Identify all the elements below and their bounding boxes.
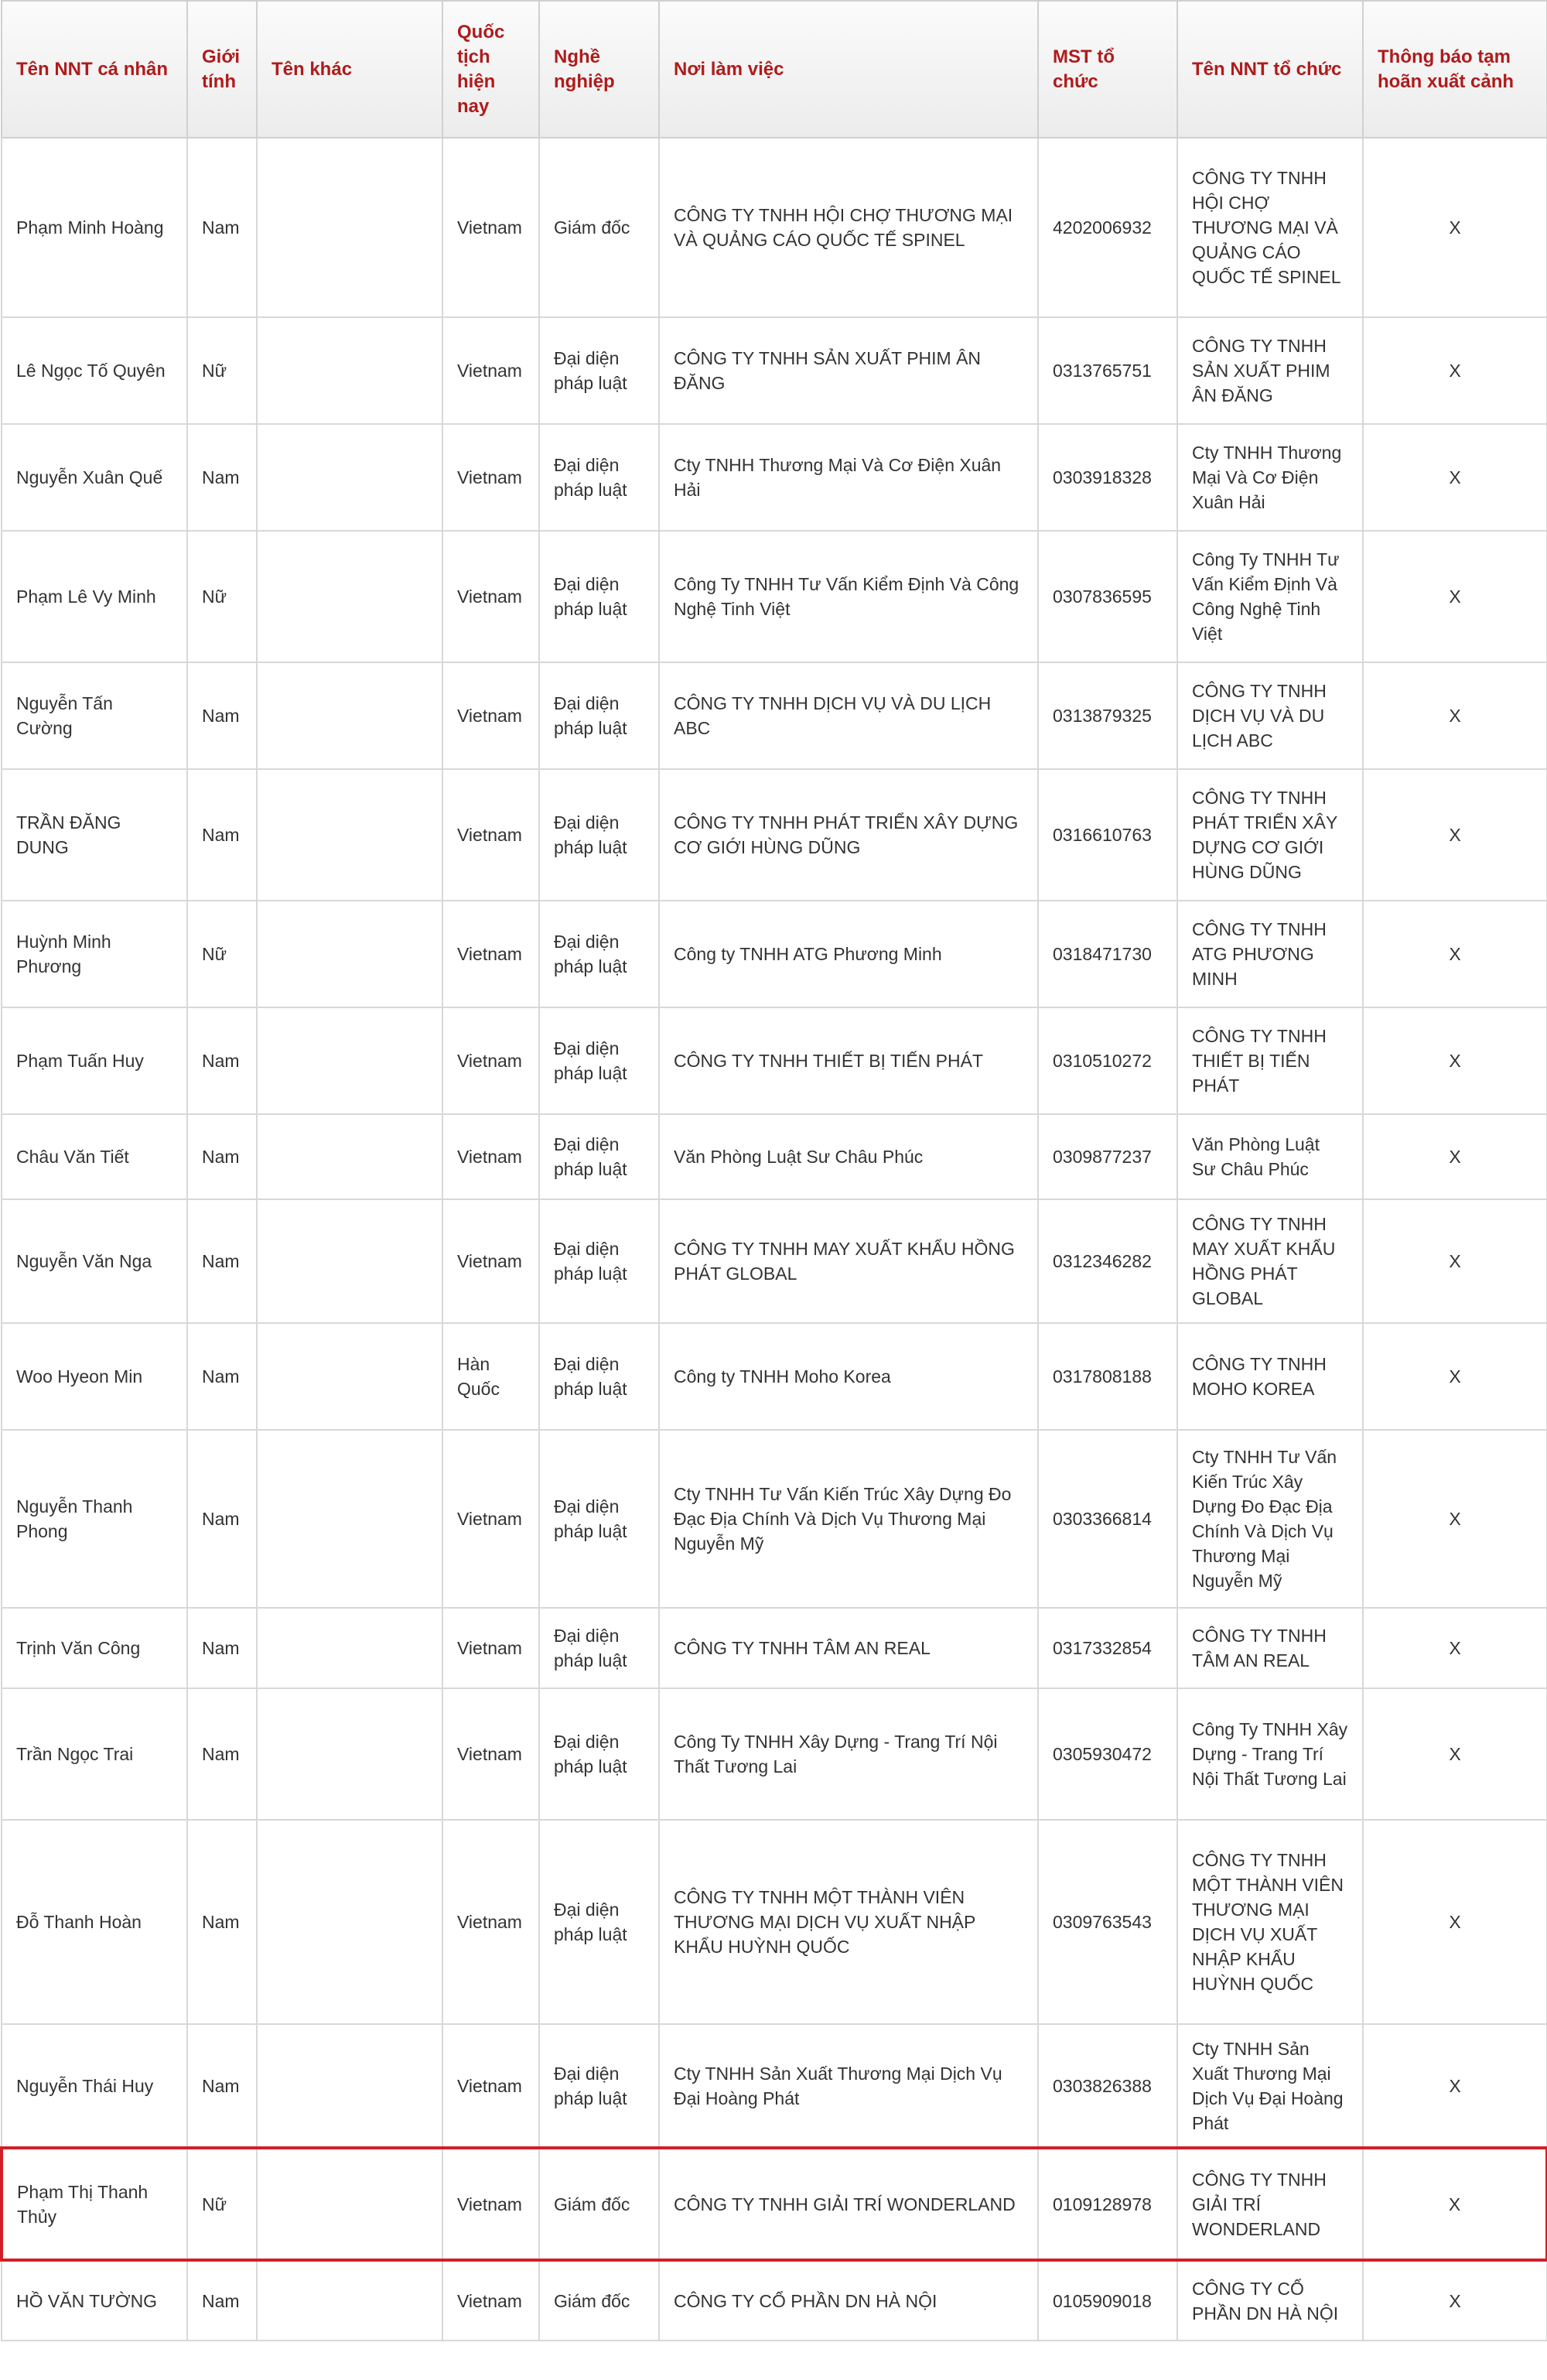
org-name-cell: Công Ty TNHH Tư Vấn Kiểm Định Và Công Nghệ Tinh Việt [1177, 531, 1363, 662]
person-name-cell: Trần Ngọc Trai [2, 1688, 187, 1820]
workplace-cell: CÔNG TY TNHH DỊCH VỤ VÀ DU LỊCH ABC [659, 662, 1038, 769]
header-exit-notice: Thông báo tạm hoãn xuất cảnh [1363, 1, 1547, 138]
exit-notice-cell: X [1363, 1608, 1547, 1688]
table-row [2, 1608, 1547, 1688]
workplace-cell: CÔNG TY TNHH HỘI CHỢ THƯƠNG MẠI VÀ QUẢNG CÁO QUỐC TẾ SPINEL [659, 138, 1038, 317]
workplace-cell: Văn Phòng Luật Sư Châu Phúc [659, 1114, 1038, 1199]
person-name-cell: Phạm Minh Hoàng [2, 138, 187, 317]
workplace-cell: Cty TNHH Sản Xuất Thương Mại Dịch Vụ Đại Hoàng Phát [659, 2024, 1038, 2148]
nationality-cell: Vietnam [442, 138, 539, 317]
table-row [2, 1688, 1547, 1820]
table-row [2, 2260, 1547, 2341]
gender-cell: Nữ [187, 2148, 257, 2260]
org-tax-id-cell: 0313765751 [1038, 317, 1177, 424]
person-name-cell: Phạm Tuấn Huy [2, 1007, 187, 1114]
occupation-cell: Đại diện pháp luật [539, 1007, 659, 1114]
gender-cell: Nữ [187, 901, 257, 1007]
other-name-cell [257, 901, 442, 1007]
org-tax-id-cell: 0303918328 [1038, 424, 1177, 531]
table-row [2, 2148, 1547, 2260]
table-row [2, 1323, 1547, 1430]
gender-cell: Nam [187, 769, 257, 901]
table-row [2, 2024, 1547, 2148]
exit-notice-cell: X [1363, 1323, 1547, 1430]
org-tax-id-cell: 0317808188 [1038, 1323, 1177, 1430]
exit-notice-cell: X [1363, 424, 1547, 531]
other-name-cell [257, 662, 442, 769]
workplace-cell: Công Ty TNHH Xây Dựng - Trang Trí Nội Thất Tương Lai [659, 1688, 1038, 1820]
occupation-cell: Đại diện pháp luật [539, 1323, 659, 1430]
workplace-cell: CÔNG TY TNHH PHÁT TRIỂN XÂY DỰNG CƠ GIỚI HÙNG DŨNG [659, 769, 1038, 901]
gender-cell: Nam [187, 2260, 257, 2341]
exit-notice-cell: X [1363, 2024, 1547, 2148]
org-name-cell: CÔNG TY TNHH MOHO KOREA [1177, 1323, 1363, 1430]
org-tax-id-cell: 0313879325 [1038, 662, 1177, 769]
org-tax-id-cell: 0309763543 [1038, 1820, 1177, 2024]
person-name-cell: Lê Ngọc Tố Quyên [2, 317, 187, 424]
person-name-cell: Woo Hyeon Min [2, 1323, 187, 1430]
header-occupation: Nghề nghiệp [539, 1, 659, 138]
org-name-cell: CÔNG TY CỔ PHẦN DN HÀ NỘI [1177, 2260, 1363, 2341]
other-name-cell [257, 769, 442, 901]
nationality-cell: Vietnam [442, 901, 539, 1007]
occupation-cell: Đại diện pháp luật [539, 1430, 659, 1608]
org-tax-id-cell: 4202006932 [1038, 138, 1177, 317]
person-name-cell: Nguyễn Thanh Phong [2, 1430, 187, 1608]
org-name-cell: CÔNG TY TNHH PHÁT TRIỂN XÂY DỰNG CƠ GIỚI HÙNG DŨNG [1177, 769, 1363, 901]
occupation-cell: Đại diện pháp luật [539, 2024, 659, 2148]
exit-notice-cell: X [1363, 1199, 1547, 1323]
gender-cell: Nam [187, 1007, 257, 1114]
person-name-cell: Đỗ Thanh Hoàn [2, 1820, 187, 2024]
occupation-cell: Đại diện pháp luật [539, 1820, 659, 2024]
occupation-cell: Đại diện pháp luật [539, 662, 659, 769]
workplace-cell: CÔNG TY TNHH THIẾT BỊ TIẾN PHÁT [659, 1007, 1038, 1114]
exit-notice-cell: X [1363, 1430, 1547, 1608]
table-body [2, 138, 1547, 2341]
org-name-cell: CÔNG TY TNHH MAY XUẤT KHẨU HỒNG PHÁT GLOBAL [1177, 1199, 1363, 1323]
person-name-cell: Phạm Thị Thanh Thủy [2, 2148, 187, 2260]
table-row [2, 138, 1547, 317]
exit-notice-cell: X [1363, 769, 1547, 901]
org-tax-id-cell: 0305930472 [1038, 1688, 1177, 1820]
table-row [2, 1114, 1547, 1199]
nationality-cell: Vietnam [442, 531, 539, 662]
nationality-cell: Vietnam [442, 662, 539, 769]
org-name-cell: CÔNG TY TNHH TÂM AN REAL [1177, 1608, 1363, 1688]
header-org-name: Tên NNT tổ chức [1177, 1, 1363, 138]
org-name-cell: CÔNG TY TNHH HỘI CHỢ THƯƠNG MẠI VÀ QUẢNG CÁO QUỐC TẾ SPINEL [1177, 138, 1363, 317]
org-tax-id-cell: 0316610763 [1038, 769, 1177, 901]
nationality-cell: Vietnam [442, 1688, 539, 1820]
nationality-cell: Vietnam [442, 1608, 539, 1688]
other-name-cell [257, 2148, 442, 2260]
gender-cell: Nam [187, 424, 257, 531]
occupation-cell: Đại diện pháp luật [539, 1199, 659, 1323]
workplace-cell: Công ty TNHH Moho Korea [659, 1323, 1038, 1430]
exit-notice-cell: X [1363, 901, 1547, 1007]
occupation-cell: Đại diện pháp luật [539, 1608, 659, 1688]
gender-cell: Nữ [187, 531, 257, 662]
exit-notice-cell: X [1363, 662, 1547, 769]
header-gender: Giới tính [187, 1, 257, 138]
person-name-cell: Nguyễn Xuân Quế [2, 424, 187, 531]
header-org-tax-id: MST tổ chức [1038, 1, 1177, 138]
exit-notice-cell: X [1363, 1007, 1547, 1114]
workplace-cell: CÔNG TY TNHH MAY XUẤT KHẨU HỒNG PHÁT GLOBAL [659, 1199, 1038, 1323]
gender-cell: Nam [187, 138, 257, 317]
other-name-cell [257, 317, 442, 424]
org-tax-id-cell: 0109128978 [1038, 2148, 1177, 2260]
org-name-cell: CÔNG TY TNHH DỊCH VỤ VÀ DU LỊCH ABC [1177, 662, 1363, 769]
header-name: Tên NNT cá nhân [2, 1, 187, 138]
person-name-cell: Nguyễn Tấn Cường [2, 662, 187, 769]
other-name-cell [257, 1820, 442, 2024]
gender-cell: Nam [187, 1323, 257, 1430]
table-row [2, 662, 1547, 769]
person-name-cell: Phạm Lê Vy Minh [2, 531, 187, 662]
org-tax-id-cell: 0317332854 [1038, 1608, 1177, 1688]
person-name-cell: Nguyễn Văn Nga [2, 1199, 187, 1323]
other-name-cell [257, 531, 442, 662]
workplace-cell: Cty TNHH Thương Mại Và Cơ Điện Xuân Hải [659, 424, 1038, 531]
nationality-cell: Vietnam [442, 2148, 539, 2260]
other-name-cell [257, 2024, 442, 2148]
nationality-cell: Vietnam [442, 769, 539, 901]
exit-notice-cell: X [1363, 1114, 1547, 1199]
org-tax-id-cell: 0312346282 [1038, 1199, 1177, 1323]
person-name-cell: Trịnh Văn Công [2, 1608, 187, 1688]
gender-cell: Nam [187, 2024, 257, 2148]
org-name-cell: CÔNG TY TNHH THIẾT BỊ TIẾN PHÁT [1177, 1007, 1363, 1114]
org-tax-id-cell: 0105909018 [1038, 2260, 1177, 2341]
gender-cell: Nam [187, 1114, 257, 1199]
person-name-cell: TRẦN ĐĂNG DUNG [2, 769, 187, 901]
org-tax-id-cell: 0318471730 [1038, 901, 1177, 1007]
table-row [2, 901, 1547, 1007]
other-name-cell [257, 1007, 442, 1114]
table-row [2, 769, 1547, 901]
occupation-cell: Đại diện pháp luật [539, 769, 659, 901]
gender-cell: Nam [187, 1608, 257, 1688]
workplace-cell: Công ty TNHH ATG Phương Minh [659, 901, 1038, 1007]
org-tax-id-cell: 0303826388 [1038, 2024, 1177, 2148]
exit-notice-cell: X [1363, 1820, 1547, 2024]
occupation-cell: Đại diện pháp luật [539, 531, 659, 662]
occupation-cell: Giám đốc [539, 138, 659, 317]
nationality-cell: Vietnam [442, 1820, 539, 2024]
workplace-cell: CÔNG TY CỔ PHẦN DN HÀ NỘI [659, 2260, 1038, 2341]
other-name-cell [257, 1688, 442, 1820]
nationality-cell: Hàn Quốc [442, 1323, 539, 1430]
person-name-cell: Châu Văn Tiết [2, 1114, 187, 1199]
nationality-cell: Vietnam [442, 2260, 539, 2341]
person-name-cell: HỒ VĂN TƯỜNG [2, 2260, 187, 2341]
org-name-cell: CÔNG TY TNHH ATG PHƯƠNG MINH [1177, 901, 1363, 1007]
occupation-cell: Đại diện pháp luật [539, 1688, 659, 1820]
occupation-cell: Đại diện pháp luật [539, 1114, 659, 1199]
other-name-cell [257, 2260, 442, 2341]
table-row [2, 1820, 1547, 2024]
other-name-cell [257, 1608, 442, 1688]
exit-notice-cell: X [1363, 138, 1547, 317]
org-name-cell: CÔNG TY TNHH MỘT THÀNH VIÊN THƯƠNG MẠI DỊCH VỤ XUẤT NHẬP KHẨU HUỲNH QUỐC [1177, 1820, 1363, 2024]
table-row [2, 317, 1547, 424]
table-row [2, 1199, 1547, 1323]
exit-notice-cell: X [1363, 2260, 1547, 2341]
workplace-cell: CÔNG TY TNHH MỘT THÀNH VIÊN THƯƠNG MẠI DỊCH VỤ XUẤT NHẬP KHẨU HUỲNH QUỐC [659, 1820, 1038, 2024]
workplace-cell: Công Ty TNHH Tư Vấn Kiểm Định Và Công Nghệ Tinh Việt [659, 531, 1038, 662]
other-name-cell [257, 138, 442, 317]
occupation-cell: Đại diện pháp luật [539, 317, 659, 424]
workplace-cell: CÔNG TY TNHH SẢN XUẤT PHIM ÂN ĐĂNG [659, 317, 1038, 424]
gender-cell: Nam [187, 1820, 257, 2024]
org-tax-id-cell: 0307836595 [1038, 531, 1177, 662]
org-tax-id-cell: 0303366814 [1038, 1430, 1177, 1608]
workplace-cell: CÔNG TY TNHH TÂM AN REAL [659, 1608, 1038, 1688]
nationality-cell: Vietnam [442, 1199, 539, 1323]
other-name-cell [257, 1114, 442, 1199]
table-row [2, 424, 1547, 531]
table-row [2, 1007, 1547, 1114]
gender-cell: Nam [187, 1199, 257, 1323]
nationality-cell: Vietnam [442, 1430, 539, 1608]
workplace-cell: CÔNG TY TNHH GIẢI TRÍ WONDERLAND [659, 2148, 1038, 2260]
occupation-cell: Giám đốc [539, 2148, 659, 2260]
org-name-cell: CÔNG TY TNHH GIẢI TRÍ WONDERLAND [1177, 2148, 1363, 2260]
org-name-cell: Công Ty TNHH Xây Dựng - Trang Trí Nội Thất Tương Lai [1177, 1688, 1363, 1820]
org-name-cell: Cty TNHH Tư Vấn Kiến Trúc Xây Dựng Đo Đạc Địa Chính Và Dịch Vụ Thương Mại Nguyễn Mỹ [1177, 1430, 1363, 1608]
org-name-cell: Cty TNHH Sản Xuất Thương Mại Dịch Vụ Đại Hoàng Phát [1177, 2024, 1363, 2148]
gender-cell: Nam [187, 1430, 257, 1608]
header-other-name: Tên khác [257, 1, 442, 138]
org-tax-id-cell: 0310510272 [1038, 1007, 1177, 1114]
org-name-cell: Văn Phòng Luật Sư Châu Phúc [1177, 1114, 1363, 1199]
person-name-cell: Nguyễn Thái Huy [2, 2024, 187, 2148]
exit-notice-cell: X [1363, 317, 1547, 424]
other-name-cell [257, 1199, 442, 1323]
occupation-cell: Đại diện pháp luật [539, 424, 659, 531]
exit-notice-cell: X [1363, 1688, 1547, 1820]
org-tax-id-cell: 0309877237 [1038, 1114, 1177, 1199]
workplace-cell: Cty TNHH Tư Vấn Kiến Trúc Xây Dựng Đo Đạc Địa Chính Và Dịch Vụ Thương Mại Nguyễn Mỹ [659, 1430, 1038, 1608]
nationality-cell: Vietnam [442, 317, 539, 424]
nationality-cell: Vietnam [442, 424, 539, 531]
org-name-cell: Cty TNHH Thương Mại Và Cơ Điện Xuân Hải [1177, 424, 1363, 531]
header-nationality: Quốc tịch hiện nay [442, 1, 539, 138]
person-name-cell: Huỳnh Minh Phương [2, 901, 187, 1007]
other-name-cell [257, 1430, 442, 1608]
gender-cell: Nam [187, 662, 257, 769]
table-row [2, 531, 1547, 662]
nationality-cell: Vietnam [442, 1114, 539, 1199]
header-workplace: Nơi làm việc [659, 1, 1038, 138]
occupation-cell: Đại diện pháp luật [539, 901, 659, 1007]
exit-notice-cell: X [1363, 531, 1547, 662]
table-header-row [2, 1, 1547, 138]
org-name-cell: CÔNG TY TNHH SẢN XUẤT PHIM ÂN ĐĂNG [1177, 317, 1363, 424]
nationality-cell: Vietnam [442, 2024, 539, 2148]
table-row [2, 1430, 1547, 1608]
other-name-cell [257, 1323, 442, 1430]
gender-cell: Nữ [187, 317, 257, 424]
other-name-cell [257, 424, 442, 531]
gender-cell: Nam [187, 1688, 257, 1820]
exit-notice-cell: X [1363, 2148, 1547, 2260]
nationality-cell: Vietnam [442, 1007, 539, 1114]
occupation-cell: Giám đốc [539, 2260, 659, 2341]
